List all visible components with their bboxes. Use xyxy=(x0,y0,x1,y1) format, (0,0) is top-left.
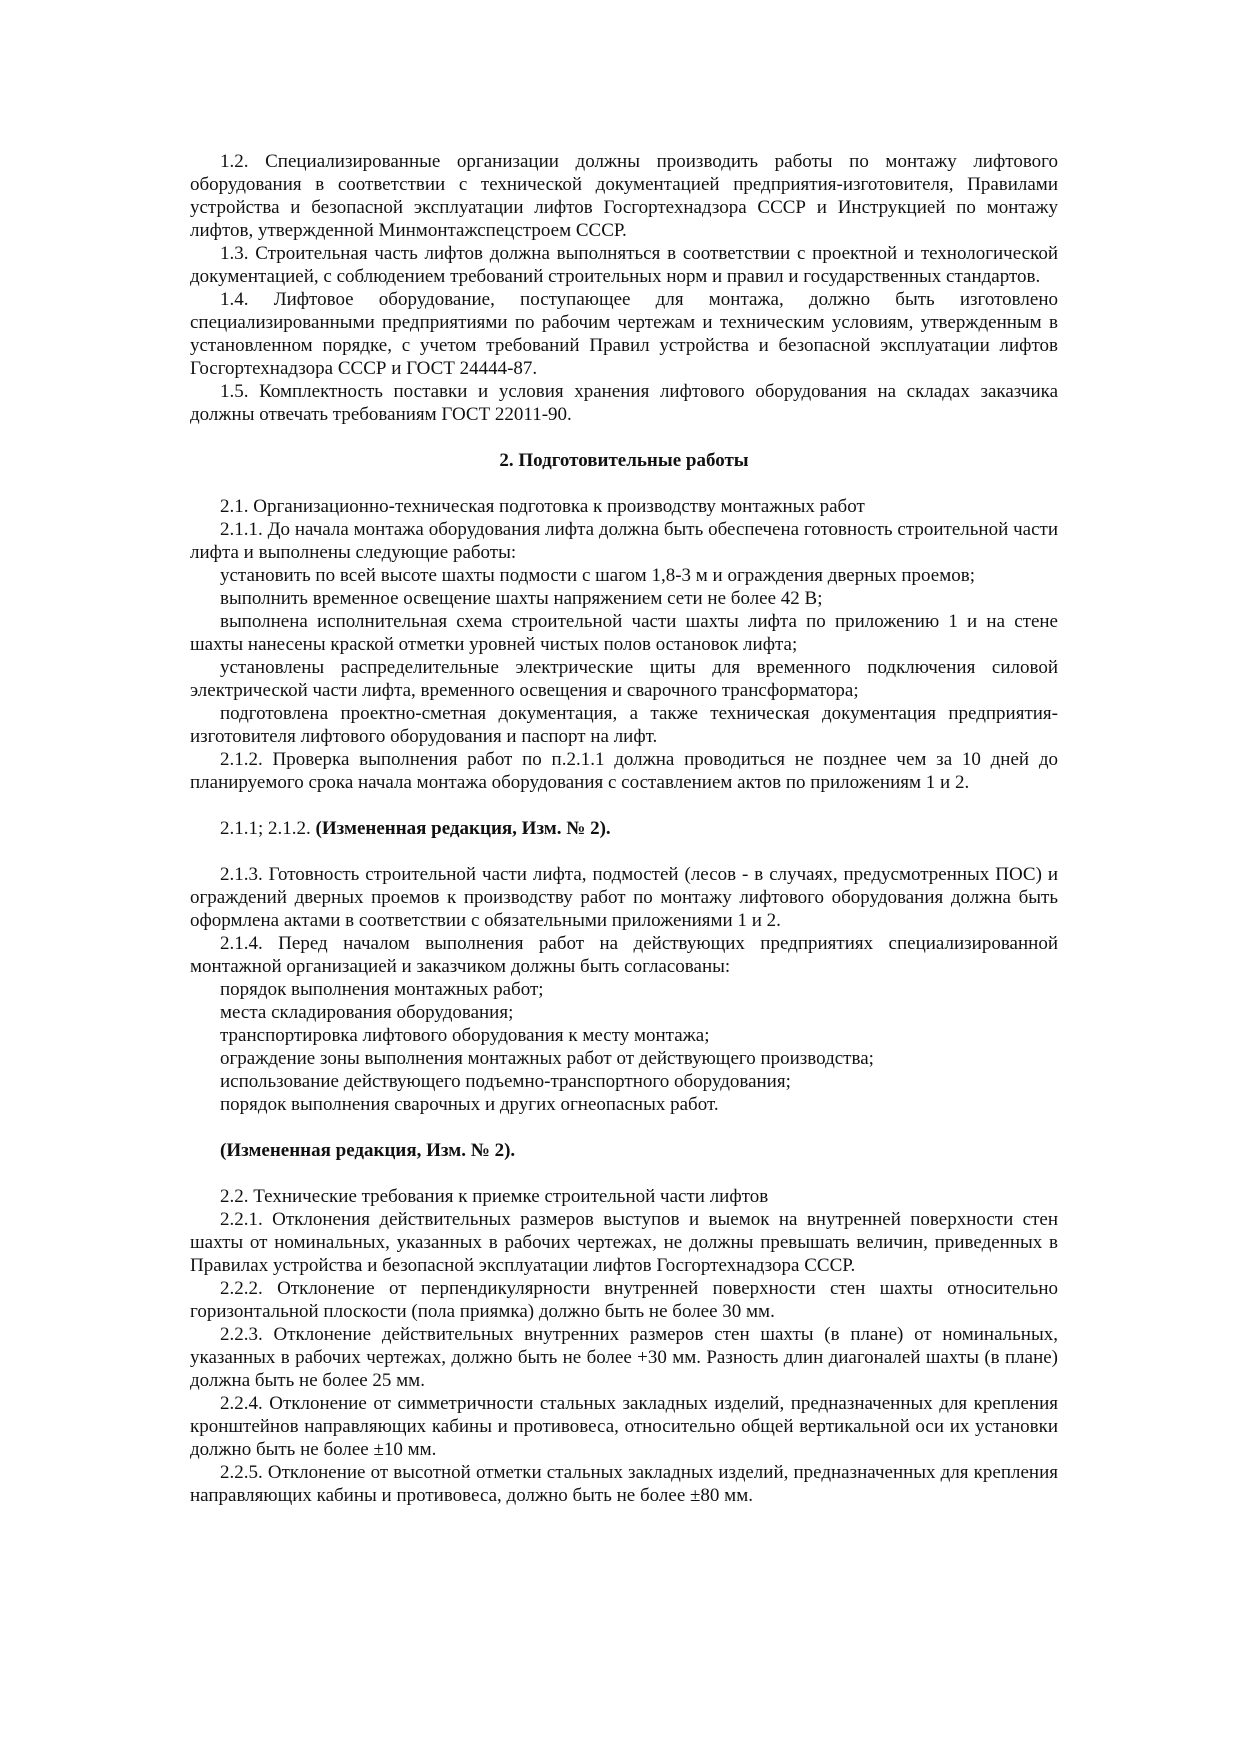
spacer xyxy=(190,1116,1058,1139)
section-2-2 xyxy=(190,1185,1058,1507)
paragraph-2-1: 2.1. Организационно-техническая подготовка к производству монтажных работ xyxy=(220,496,865,517)
paragraph-2-2-5: 2.2.5. Отклонение от высотной отметки стальных закладных изделий, предназначенных для крепления направляющих кабины и противовеса, должно быть не более ±80 мм. xyxy=(190,1462,1058,1506)
amendment-label: (Измененная редакция, Изм. № 2). xyxy=(220,1140,516,1161)
paragraph-2-2-4: 2.2.4. Отклонение от симметричности стальных закладных изделий, предназначенных для крепления кронштейнов направляющих кабины и противовеса, относительно общей вертикальной оси их установки должно быть не более ±10 мм. xyxy=(190,1393,1058,1460)
amendment-ref: 2.1.1; 2.1.2. xyxy=(220,818,316,839)
paragraph-2-2-1: 2.2.1. Отклонения действительных размеров выступов и выемок на внутренней поверхности стен шахты от номинальных, указанных в рабочих чертежах, не должны превышать величин, приведенных в Правилах устройства и безопасной эксплуатации лифтов Госгортехнадзора СССР. xyxy=(190,1209,1058,1276)
spacer xyxy=(190,1162,1058,1185)
list-item: транспортировка лифтового оборудования к месту монтажа; xyxy=(220,1025,710,1046)
list-item: установить по всей высоте шахты подмости с шагом 1,8-3 м и ограждения дверных проемов; xyxy=(220,565,975,586)
spacer xyxy=(190,426,1058,449)
section-1 xyxy=(190,150,1058,426)
amendment-note-1 xyxy=(190,817,1058,840)
list-item: порядок выполнения сварочных и других огнеопасных работ. xyxy=(220,1094,719,1115)
list-item: установлены распределительные электрические щиты для временного подключения силовой электрической части лифта, временного освещения и сварочного трансформатора; xyxy=(190,657,1058,701)
paragraph-1-3: 1.3. Строительная часть лифтов должна выполняться в соответствии с проектной и технологической документацией, с соблюдением требований строительных норм и правил и государственных стандартов. xyxy=(190,243,1058,287)
paragraph-1-4: 1.4. Лифтовое оборудование, поступающее для монтажа, должно быть изготовлено специализированными предприятиями по рабочим чертежам и техническим условиям, утвержденным в установленном порядке, с учетом требований Правил устройства и безопасной эксплуатации лифтов Госгортехнадзора СССР и ГОСТ 24444-87. xyxy=(190,289,1058,379)
paragraph-2-1-3: 2.1.3. Готовность строительной части лифта, подмостей (лесов - в случаях, предусмотренных ПОС) и ограждений дверных проемов к производству работ по монтажу лифтового оборудования должна быть оформлена актами в соответствии с обязательными приложениями 1 и 2. xyxy=(190,864,1058,931)
paragraph-2-2-2: 2.2.2. Отклонение от перпендикулярности внутренней поверхности стен шахты относительно горизонтальной плоскости (пола приямка) должно быть не более 30 мм. xyxy=(190,1278,1058,1322)
section-2-heading: 2. Подготовительные работы xyxy=(499,450,749,471)
paragraph-2-2: 2.2. Технические требования к приемке строительной части лифтов xyxy=(220,1186,769,1207)
list-item: ограждение зоны выполнения монтажных работ от действующего производства; xyxy=(220,1048,874,1069)
paragraph-2-1-1: 2.1.1. До начала монтажа оборудования лифта должна быть обеспечена готовность строительной части лифта и выполнены следующие работы: xyxy=(190,519,1058,563)
paragraph-2-2-3: 2.2.3. Отклонение действительных внутренних размеров стен шахты (в плане) от номинальных, указанных в рабочих чертежах, должно быть не более +30 мм. Разность длин диагоналей шахты (в плане) должна быть не более 25 мм. xyxy=(190,1324,1058,1391)
amendment-note-2 xyxy=(190,1139,1058,1162)
list-item: выполнить временное освещение шахты напряжением сети не более 42 В; xyxy=(220,588,823,609)
document-page xyxy=(190,150,1058,1507)
amendment-label: (Измененная редакция, Изм. № 2). xyxy=(315,818,611,839)
list-item: выполнена исполнительная схема строительной части шахты лифта по приложению 1 и на стене шахты нанесены краской отметки уровней чистых полов остановок лифта; xyxy=(190,611,1058,655)
paragraph-1-5: 1.5. Комплектность поставки и условия хранения лифтового оборудования на складах заказчика должны отвечать требованиям ГОСТ 22011-90. xyxy=(190,381,1058,425)
spacer xyxy=(190,472,1058,495)
paragraph-1-2: 1.2. Специализированные организации должны производить работы по монтажу лифтового оборудования в соответствии с технической документацией предприятия-изготовителя, Правилами устройства и безопасной эксплуатации лифтов Госгортехнадзора СССР и Инструкцией по монтажу лифтов, утвержденной Минмонтажспецстроем СССР. xyxy=(190,151,1058,241)
paragraph-2-1-4: 2.1.4. Перед началом выполнения работ на действующих предприятиях специализированной монтажной организацией и заказчиком должны быть согласованы: xyxy=(190,933,1058,977)
spacer xyxy=(190,794,1058,817)
list-item: места складирования оборудования; xyxy=(220,1002,514,1023)
spacer xyxy=(190,840,1058,863)
list-item: использование действующего подъемно-транспортного оборудования; xyxy=(220,1071,791,1092)
paragraph-2-1-2: 2.1.2. Проверка выполнения работ по п.2.1.1 должна проводиться не позднее чем за 10 дней до планируемого срока начала монтажа оборудования с составлением актов по приложениям 1 и 2. xyxy=(190,749,1058,793)
list-item: подготовлена проектно-сметная документация, а также техническая документация предприятия-изготовителя лифтового оборудования и паспорт на лифт. xyxy=(190,703,1058,747)
list-item: порядок выполнения монтажных работ; xyxy=(220,979,544,1000)
section-2-1 xyxy=(190,495,1058,794)
section-2-1-cont xyxy=(190,863,1058,1116)
